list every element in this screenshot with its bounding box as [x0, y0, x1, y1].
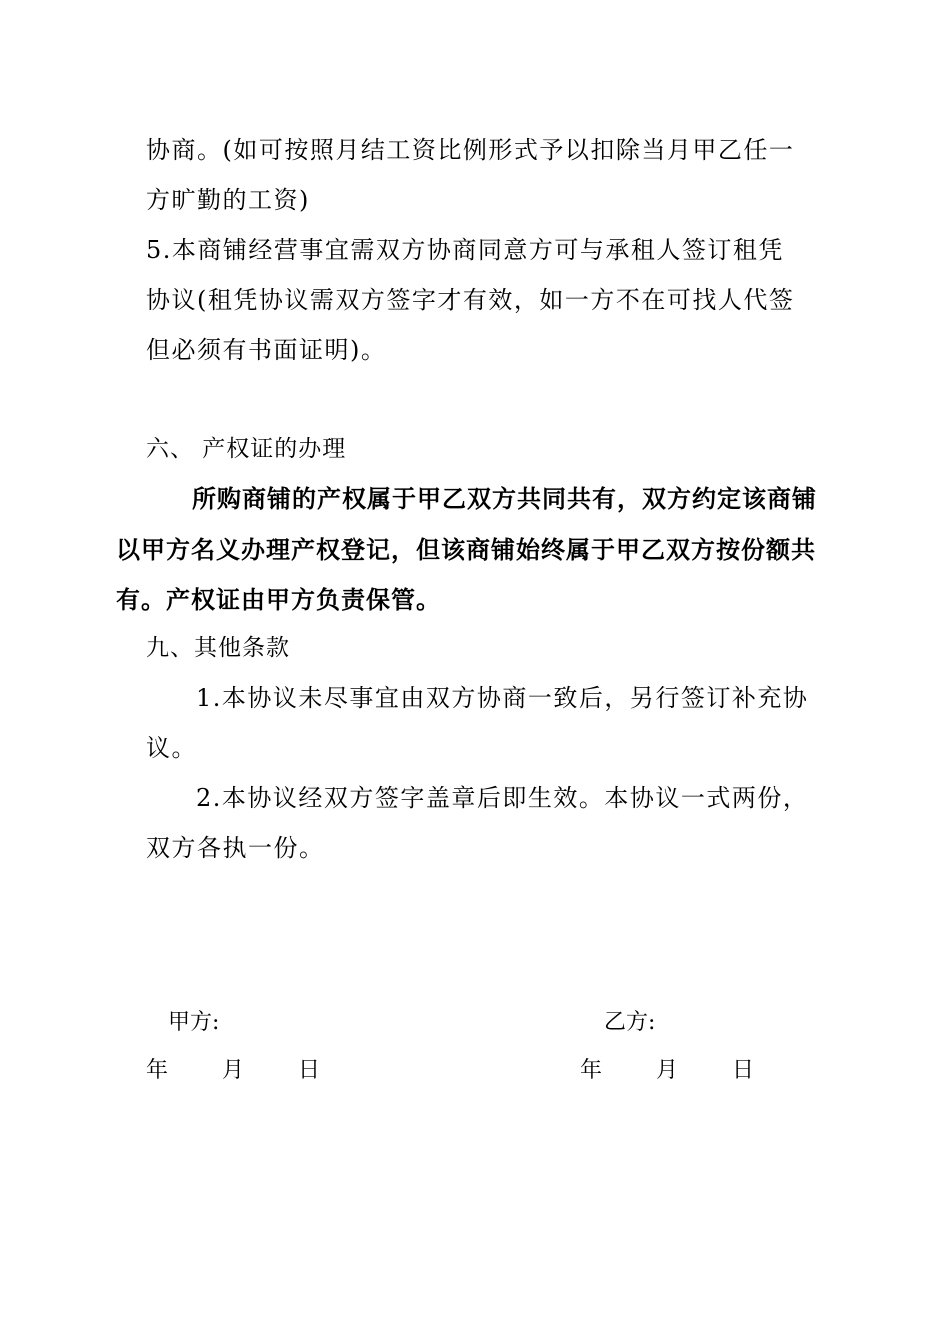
party-b-date-year: 年 [580, 1058, 603, 1083]
section9-item2-line2: 双方各执一份。 [146, 834, 325, 862]
signature-date-row [0, 1056, 950, 1086]
party-a-date-day: 日 [298, 1058, 321, 1083]
section6-heading: 六、 产权证的办理 [146, 436, 347, 462]
section9-heading: 九、其他条款 [146, 635, 290, 661]
section9-item2-line1: 2.本协议经双方签字盖章后即生效。本协议一式两份， [196, 784, 809, 812]
party-a-date-year: 年 [146, 1058, 169, 1083]
party-a-date-month: 月 [222, 1058, 245, 1083]
section6-paragraph-line2: 以甲方名义办理产权登记，但该商铺始终属于甲乙双方按份额共 [116, 536, 816, 564]
item5-line1: 5.本商铺经营事宜需双方协商同意方可与承租人签订租凭 [146, 236, 784, 264]
section9-item1-line1: 1.本协议未尽事宜由双方协商一致后，另行签订补充协 [196, 684, 809, 712]
party-b-date-month: 月 [656, 1058, 679, 1083]
party-a-label: 甲方: [168, 1010, 220, 1035]
section6-paragraph-line3: 有。产权证由甲方负责保管。 [116, 586, 441, 614]
item5-line2: 协议(租凭协议需双方签字才有效，如一方不在可找人代签 [146, 286, 795, 314]
section9-item1-line2: 议。 [146, 734, 197, 762]
section5-continuation-line2: 方旷勤的工资) [146, 186, 310, 214]
section5-continuation-line1: 协商。(如可按照月结工资比例形式予以扣除当月甲乙任一 [146, 136, 795, 164]
party-b-date-day: 日 [732, 1058, 755, 1083]
signature-party-row [0, 1008, 950, 1038]
item5-line3: 但必须有书面证明)。 [146, 336, 387, 364]
section6-paragraph-line1: 所购商铺的产权属于甲乙双方共同共有，双方约定该商铺 [192, 485, 817, 513]
party-b-label: 乙方: [604, 1010, 656, 1035]
